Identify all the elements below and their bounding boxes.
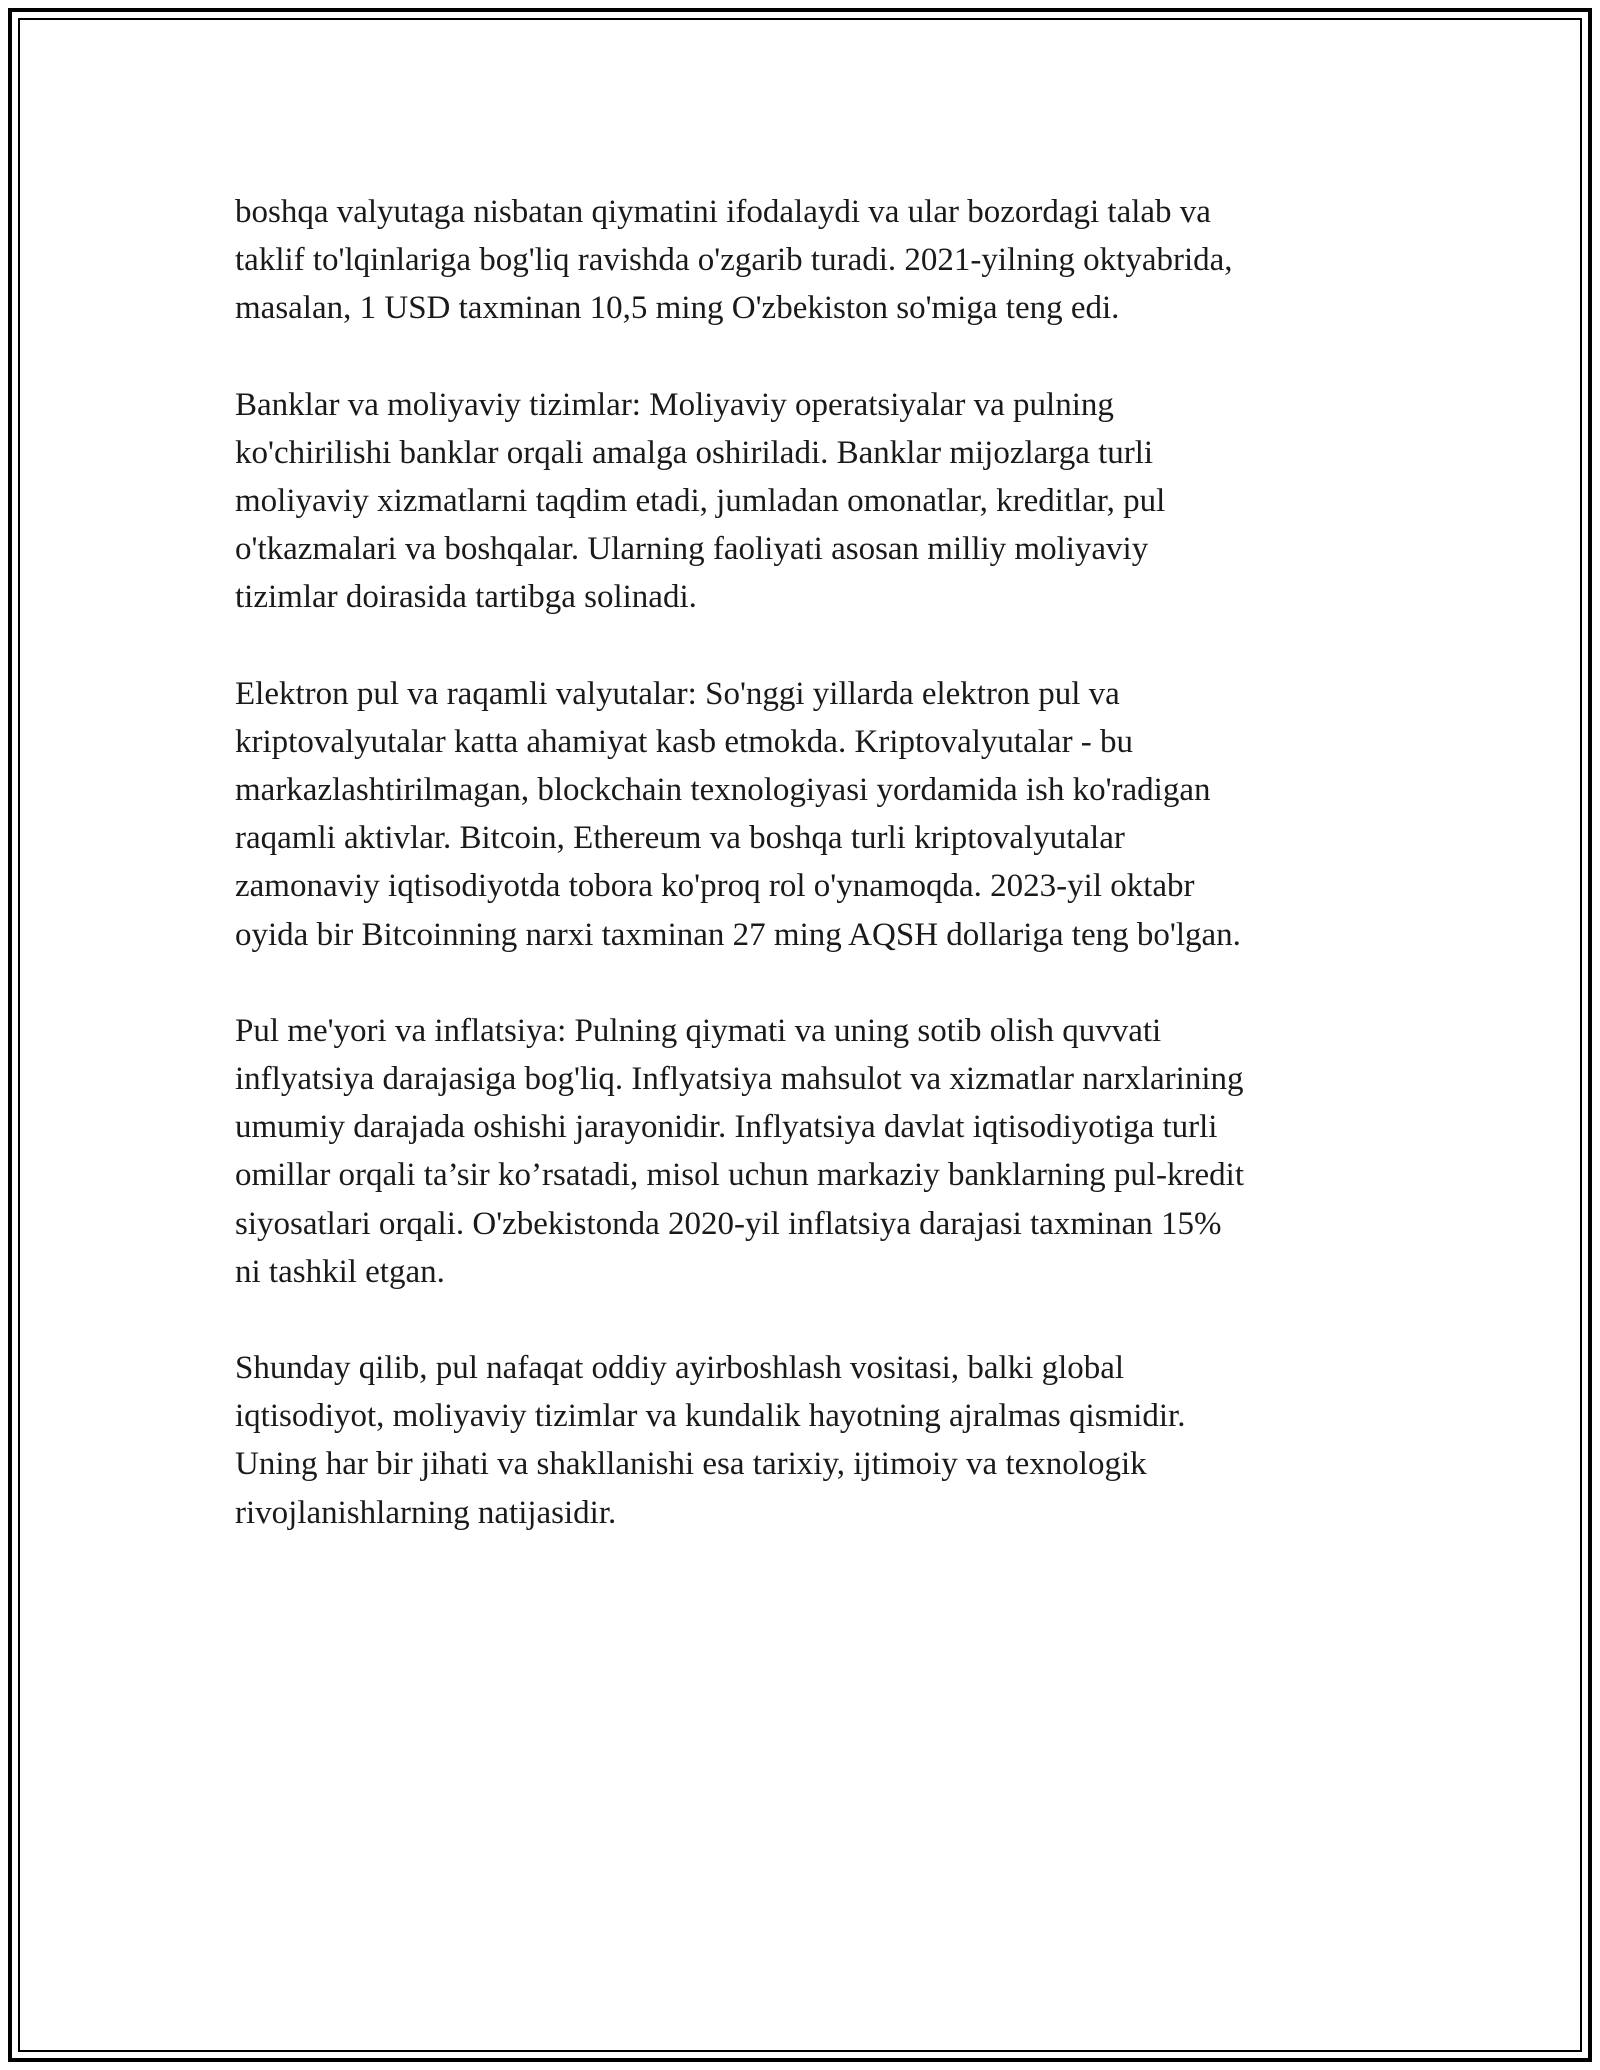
text-line: omillar orqali ta’sir ko’rsatadi, misol uchun markaziy banklarning pul-kredit — [235, 1157, 1244, 1194]
text-line: moliyaviy xizmatlarni taqdim etadi, jumladan omonatlar, kreditlar, pul — [235, 483, 1166, 520]
document-body — [235, 188, 1365, 1585]
text-line: iqtisodiyot, moliyaviy tizimlar va kundalik hayotning ajralmas qismidir. — [235, 1398, 1186, 1435]
paragraph-banks — [235, 381, 1365, 622]
text-line: umumiy darajada oshishi jarayonidir. Inflyatsiya davlat iqtisodiyotiga turli — [235, 1109, 1218, 1146]
text-line: o'tkazmalari va boshqalar. Ularning faoliyati asosan milliy moliyaviy — [235, 531, 1149, 568]
text-line: ko'chirilishi banklar orqali amalga oshiriladi. Banklar mijozlarga turli — [235, 434, 1154, 471]
text-line: tizimlar doirasida tartibga solinadi. — [235, 579, 697, 616]
text-line: markazlashtirilmagan, blockchain texnologiyasi yordamida ish ko'radigan — [235, 772, 1211, 809]
text-line: zamonaviy iqtisodiyotda tobora ko'proq rol o'ynamoqda. 2023-yil oktabr — [235, 868, 1195, 905]
text-line: inflyatsiya darajasiga bog'liq. Inflyatsiya mahsulot va xizmatlar narxlarining — [235, 1061, 1244, 1098]
text-line: kriptovalyutalar katta ahamiyat kasb etmokda. Kriptovalyutalar - bu — [235, 723, 1134, 760]
text-line: raqamli aktivlar. Bitcoin, Ethereum va boshqa turli kriptovalyutalar — [235, 820, 1125, 857]
text-line: Shunday qilib, pul nafaqat oddiy ayirboshlash vositasi, balki global — [235, 1350, 1125, 1387]
text-line: boshqa valyutaga nisbatan qiymatini ifodalaydi va ular bozordagi talab va — [235, 194, 1211, 230]
text-line: Uning har bir jihati va shakllanishi esa tarixiy, ijtimoiy va texnologik — [235, 1446, 1147, 1483]
text-line: rivojlanishlarning natijasidir. — [235, 1494, 617, 1531]
text-line: ni tashkil etgan. — [235, 1253, 445, 1290]
paragraph-exchange-rates — [235, 188, 1365, 333]
text-line: Banklar va moliyaviy tizimlar: Moliyaviy operatsiyalar va pulning — [235, 386, 1114, 423]
paragraph-inflation — [235, 1007, 1365, 1296]
text-line: masalan, 1 USD taxminan 10,5 ming O'zbekiston so'miga teng edi. — [235, 290, 1120, 327]
text-line: oyida bir Bitcoinning narxi taxminan 27 ming AQSH dollariga teng bo'lgan. — [235, 916, 1241, 953]
text-line: Elektron pul va raqamli valyutalar: So'nggi yillarda elektron pul va — [235, 675, 1120, 712]
text-line: Pul me'yori va inflatsiya: Pulning qiymati va uning sotib olish quvvati — [235, 1012, 1162, 1049]
text-line: taklif to'lqinlariga bog'liq ravishda o'zgarib turadi. 2021-yilning oktyabrida, — [235, 242, 1233, 279]
text-line: siyosatlari orqali. O'zbekistonda 2020-yil inflatsiya darajasi taxminan 15% — [235, 1205, 1222, 1242]
paragraph-conclusion — [235, 1344, 1365, 1537]
paragraph-digital-currencies — [235, 670, 1365, 959]
